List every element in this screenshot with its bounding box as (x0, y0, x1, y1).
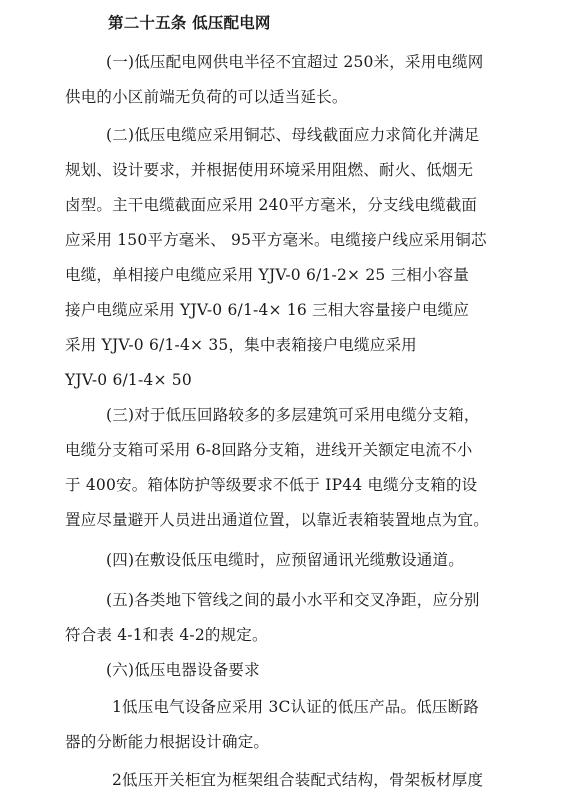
text-line: (二)低压电缆应采用铜芯、母线截面应力求简化并满足 (106, 126, 480, 144)
text-line: 采用 YJV-0 6/1-4× 35，集中表箱接户电缆应采用 (65, 336, 417, 354)
text-line: (五)各类地下管线之间的最小水平和交叉净距，应分别 (106, 591, 480, 609)
text-line: 应采用 150平方毫米、 95平方毫米。电缆接户线应采用铜芯 (65, 231, 487, 249)
text-line: 接户电缆应采用 YJV-0 6/1-4× 16 三相大容量接户电缆应 (65, 301, 470, 319)
text-line: (三)对于低压回路较多的多层建筑可采用电缆分支箱， (106, 406, 480, 424)
text-line: 供电的小区前端无负荷的可以适当延长。 (65, 88, 348, 106)
text-line: 卤型。主干电缆截面应采用 240平方毫米，分支线电缆截面 (65, 196, 478, 214)
text-line: 2低压开关柜宜为框架组合装配式结构，骨架板材厚度 (112, 771, 484, 789)
text-line: 规划、设计要求，并根据使用环境采用阻燃、耐火、低烟无 (65, 161, 474, 179)
article-title: 第二十五条 低压配电网 (108, 14, 271, 32)
text-line: (一)低压配电网供电半径不宜超过 250米，采用电缆网 (106, 53, 484, 71)
text-line: 于 400安。箱体防护等级要求不低于 IP44 电缆分支箱的设 (65, 476, 478, 494)
text-line: 电缆分支箱可采用 6-8回路分支箱，进线开关额定电流不小 (65, 441, 473, 459)
text-line: 置应尽量避开人员进出通道位置，以靠近表箱装置地点为宜。 (65, 511, 489, 529)
text-line: 1低压电气设备应采用 3C认证的低压产品。低压断路 (112, 698, 480, 716)
text-line: 符合表 4-1和表 4-2的规定。 (65, 626, 268, 644)
text-line: 器的分断能力根据设计确定。 (65, 733, 270, 751)
text-line: (四)在敷设低压电缆时，应预留通讯光缆敷设通道。 (106, 551, 464, 569)
text-line: YJV-0 6/1-4× 50 (65, 371, 192, 389)
text-line: (六)低压电器设备要求 (106, 661, 260, 679)
text-line: 电缆，单相接户电缆应采用 YJV-0 6/1-2× 25 三相小容量 (65, 266, 470, 284)
